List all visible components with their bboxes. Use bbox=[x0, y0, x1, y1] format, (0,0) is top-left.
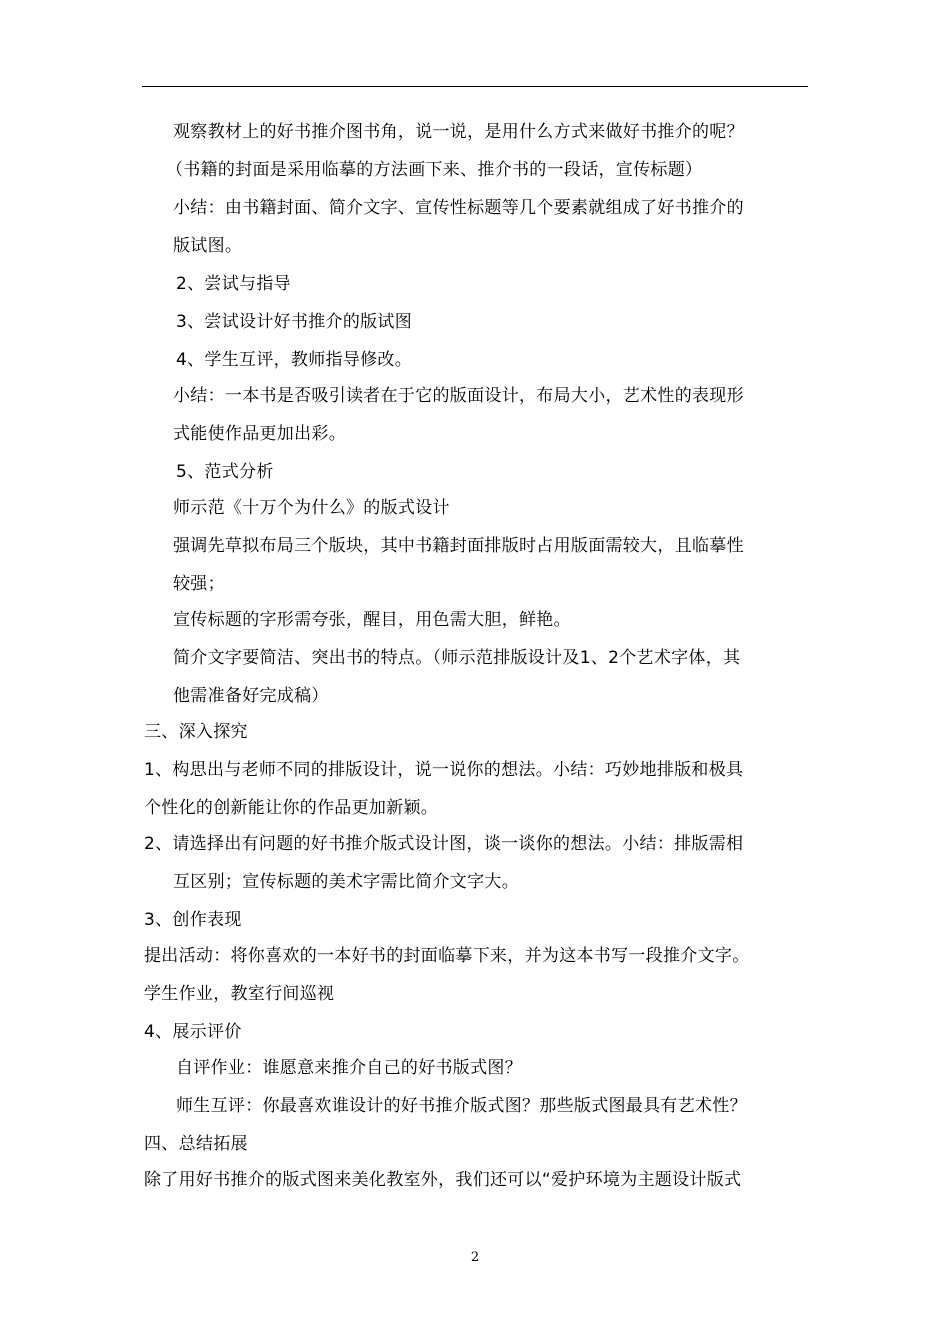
list-item: 4、学生互评，教师指导修改。 bbox=[176, 350, 413, 370]
paragraph-line: 学生作业，教室行间巡视 bbox=[144, 984, 335, 1004]
paragraph-line: 式能使作品更加出彩。 bbox=[173, 424, 346, 444]
paragraph-line: 互区别；宣传标题的美术字需比简介文字大。 bbox=[173, 872, 519, 892]
paragraph-line: 宣传标题的字形需夸张，醒目，用色需大胆，鲜艳。 bbox=[173, 610, 571, 630]
section-heading: 三、深入探究 bbox=[144, 722, 248, 742]
list-item: 5、范式分析 bbox=[176, 462, 274, 482]
paragraph-line: 2、请选择出有问题的好书推介版式设计图，谈一谈你的想法。小结：排版需相 bbox=[144, 834, 744, 854]
header-rule bbox=[142, 86, 808, 87]
paragraph-line: 版试图。 bbox=[173, 236, 243, 256]
paragraph-line: 观察教材上的好书推介图书角，说一说，是用什么方式来做好书推介的呢？ bbox=[173, 122, 744, 142]
paragraph-line: 师生互评：你最喜欢谁设计的好书推介版式图？那些版式图最具有艺术性？ bbox=[176, 1096, 747, 1116]
paragraph-line: 简介文字要简洁、突出书的特点。（师示范排版设计及1、2个艺术字体，其 bbox=[173, 648, 741, 668]
list-item: 3、尝试设计好书推介的版试图 bbox=[176, 312, 413, 332]
paragraph-line: 个性化的创新能让你的作品更加新颖。 bbox=[144, 798, 439, 818]
paragraph-line: 自评作业：谁愿意来推介自己的好书版式图？ bbox=[176, 1058, 522, 1078]
paragraph-line: 强调先草拟布局三个版块，其中书籍封面排版时占用版面需较大，且临摹性 bbox=[173, 536, 744, 556]
paragraph-line: 除了用好书推介的版式图来美化教室外，我们还可以“爱护环境为主题设计版式 bbox=[144, 1170, 742, 1190]
paragraph-line: （书籍的封面是采用临摹的方法画下来、推介书的一段话，宣传标题） bbox=[166, 160, 703, 180]
paragraph-line: 1、构思出与老师不同的排版设计，说一说你的想法。小结：巧妙地排版和极具 bbox=[144, 760, 744, 780]
list-item: 4、展示评价 bbox=[144, 1022, 242, 1042]
paragraph-line: 小结：由书籍封面、简介文字、宣传性标题等几个要素就组成了好书推介的 bbox=[173, 198, 744, 218]
paragraph-line: 提出活动：将你喜欢的一本好书的封面临摹下来，并为这本书写一段推介文字。 bbox=[144, 946, 750, 966]
list-item: 2、尝试与指导 bbox=[176, 274, 291, 294]
section-heading: 四、总结拓展 bbox=[144, 1134, 248, 1154]
paragraph-line: 师示范《十万个为什么》的版式设计 bbox=[173, 498, 450, 518]
paragraph-line: 他需准备好完成稿） bbox=[173, 686, 329, 706]
paragraph-line: 较强； bbox=[173, 574, 225, 594]
list-item: 3、创作表现 bbox=[144, 910, 242, 930]
paragraph-line: 小结：一本书是否吸引读者在于它的版面设计，布局大小，艺术性的表现形 bbox=[173, 386, 744, 406]
page-number: 2 bbox=[470, 1250, 480, 1265]
